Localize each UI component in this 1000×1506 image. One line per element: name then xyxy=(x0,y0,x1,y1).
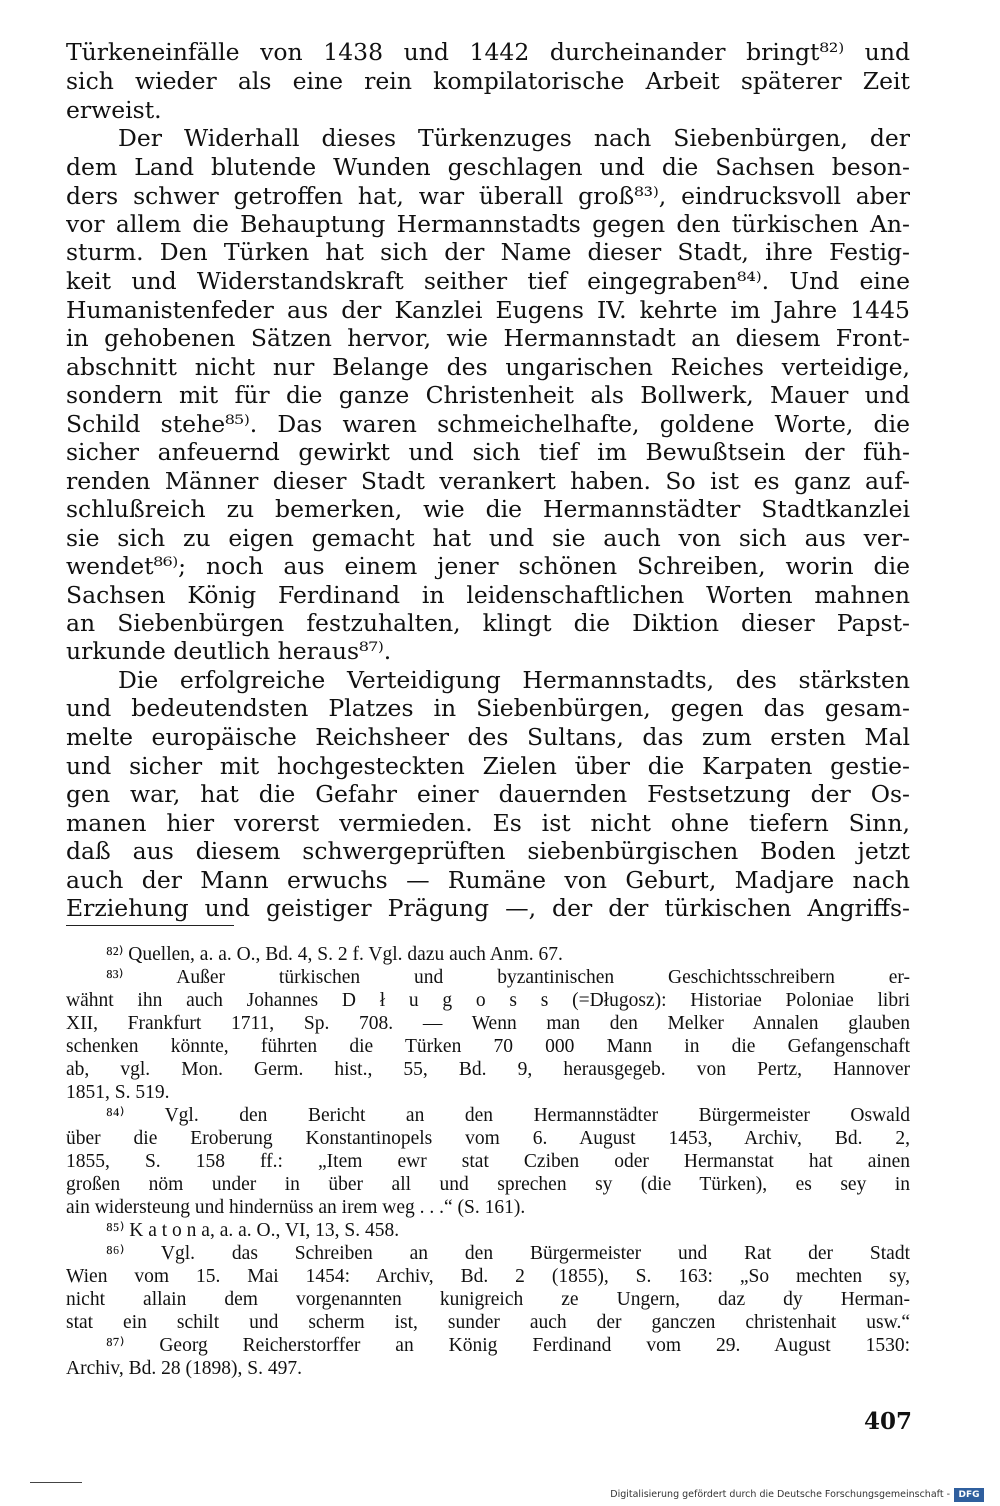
body-line: melte europäische Reichsheer des Sultans, das zum ersten Mal xyxy=(66,723,910,751)
body-line: sie sich zu eigen gemacht hat und sie auch von sich aus ver- xyxy=(66,524,910,552)
footnote-line: ⁸⁷⁾ Georg Reicherstorffer an König Ferdinand vom 29. August 1530: xyxy=(106,1335,910,1356)
body-line: gen war, hat die Gefahr einer dauernden Festsetzung der Os- xyxy=(66,780,910,808)
footnote-line: ⁸³⁾ Außer türkischen und byzantinischen Geschichtsschreibern er- xyxy=(106,967,910,988)
page-number: 407 xyxy=(863,1408,912,1435)
body-line: sturm. Den Türken hat sich der Name dieser Stadt, ihre Festig- xyxy=(66,238,910,266)
body-line: Schild stehe⁸⁵⁾. Das waren schmeichelhafte, goldene Worte, die xyxy=(66,410,910,438)
body-line: in gehobenen Sätzen hervor, wie Hermannstadt an diesem Front- xyxy=(66,324,910,352)
body-line: Erziehung und geistiger Prägung —, der der türkischen Angriffs- xyxy=(66,894,910,922)
body-line: manen hier vorerst vermieden. Es ist nicht ohne tiefern Sinn, xyxy=(66,809,910,837)
footnote-line: XII, Frankfurt 1711, Sp. 708. — Wenn man den Melker Annalen glauben xyxy=(66,1013,910,1034)
body-line: daß aus diesem schwergeprüften siebenbürgischen Boden jetzt xyxy=(66,837,910,865)
body-line: Die erfolgreiche Verteidigung Hermannstadts, des stärksten xyxy=(118,666,910,694)
body-line: schlußreich zu bemerken, wie die Hermannstädter Stadtkanzlei xyxy=(66,495,910,523)
body-line: sich wieder als eine rein kompilatorische Arbeit späterer Zeit xyxy=(66,67,910,95)
body-line: ders schwer getroffen hat, war überall groß⁸³⁾, eindrucksvoll aber xyxy=(66,182,910,210)
body-line: Der Widerhall dieses Türkenzuges nach Siebenbürgen, der xyxy=(118,124,910,152)
footnote-line: ⁸⁵⁾ K a t o n a, a. a. O., VI, 13, S. 458. xyxy=(106,1220,400,1241)
body-line: und sicher mit hochgesteckten Zielen über die Karpaten gestie- xyxy=(66,752,910,780)
digitization-credit: Digitalisierung gefördert durch die Deutsche Forschungsgemeinschaft - xyxy=(610,1489,950,1500)
footnote-line: Archiv, Bd. 28 (1898), S. 497. xyxy=(66,1358,302,1379)
footnote-line: stat ein schilt und scherm ist, sunder auch der ganczen christenhait usw.“ xyxy=(66,1312,910,1333)
footnote-line: ⁸²⁾ Quellen, a. a. O., Bd. 4, S. 2 f. Vgl. dazu auch Anm. 67. xyxy=(106,944,563,965)
body-line: urkunde deutlich heraus⁸⁷⁾. xyxy=(66,637,392,665)
footnote-line: über die Eroberung Konstantinopels vom 6. August 1453, Archiv, Bd. 2, xyxy=(66,1128,910,1149)
footnote-line: 1851, S. 519. xyxy=(66,1082,170,1103)
footnote-line: Wien vom 15. Mai 1454: Archiv, Bd. 2 (1855), S. 163: „So mechten sy, xyxy=(66,1266,910,1287)
body-line: Humanistenfeder aus der Kanzlei Eugens IV. kehrte im Jahre 1445 xyxy=(66,296,910,324)
body-line: Sachsen König Ferdinand in leidenschaftlichen Worten mahnen xyxy=(66,581,910,609)
body-line: renden Männer dieser Stadt verankert haben. So ist es ganz auf- xyxy=(66,467,910,495)
footnote-line: nicht allain dem vorgenannten kunigreich ze Ungern, daz dy Herman- xyxy=(66,1289,910,1310)
footnote-separator xyxy=(66,925,234,926)
footnote-line: ab, vgl. Mon. Germ. hist., 55, Bd. 9, herausgegeb. von Pertz, Hannover xyxy=(66,1059,910,1080)
body-line: sondern mit für die ganze Christenheit als Bollwerk, Mauer und xyxy=(66,381,910,409)
body-line: erweist. xyxy=(66,96,162,124)
body-line: vor allem die Behauptung Hermannstadts gegen den türkischen An- xyxy=(66,210,910,238)
footnote-line: 1855, S. 158 ff.: „Item ewr stat Cziben oder Hermanstat hat ainen xyxy=(66,1151,910,1172)
dfg-logo-icon: DFG xyxy=(954,1488,984,1502)
footnote-line: ⁸⁴⁾ Vgl. den Bericht an den Hermannstädter Bürgermeister Oswald xyxy=(106,1105,910,1126)
body-line: abschnitt nicht nur Belange des ungarischen Reiches verteidige, xyxy=(66,353,910,381)
footnote-line: schenken könnte, führten die Türken 70 000 Mann in die Gefangenschaft xyxy=(66,1036,910,1057)
body-line: keit und Widerstandskraft seither tief eingegraben⁸⁴⁾. Und eine xyxy=(66,267,910,295)
footnote-line: großen nöm under in über all und sprechen sy (die Türken), es sey in xyxy=(66,1174,910,1195)
body-line: Türkeneinfälle von 1438 und 1442 durcheinander bringt⁸²⁾ und xyxy=(66,38,910,66)
body-line: auch der Mann erwuchs — Rumäne von Geburt, Madjare nach xyxy=(66,866,910,894)
body-line: und bedeutendsten Platzes in Siebenbürgen, gegen das gesam- xyxy=(66,694,910,722)
body-line: dem Land blutende Wunden geschlagen und die Sachsen beson- xyxy=(66,153,910,181)
body-line: an Siebenbürgen festzuhalten, klingt die Diktion dieser Papst- xyxy=(66,609,910,637)
footnote-line: ain widersteung und hindernüss an irem weg . . .“ (S. 161). xyxy=(66,1197,526,1218)
footnote-line: ⁸⁶⁾ Vgl. das Schreiben an den Bürgermeister und Rat der Stadt xyxy=(106,1243,910,1264)
scan-mark xyxy=(30,1482,82,1483)
footnote-line: wähnt ihn auch Johannes D ł u g o s s (=Długosz): Historiae Poloniae libri xyxy=(66,990,910,1011)
body-line: wendet⁸⁶⁾; noch aus einem jener schönen Schreiben, worin die xyxy=(66,552,910,580)
body-line: sicher anfeuernd gewirkt und sich tief im Bewußtsein der füh- xyxy=(66,438,910,466)
